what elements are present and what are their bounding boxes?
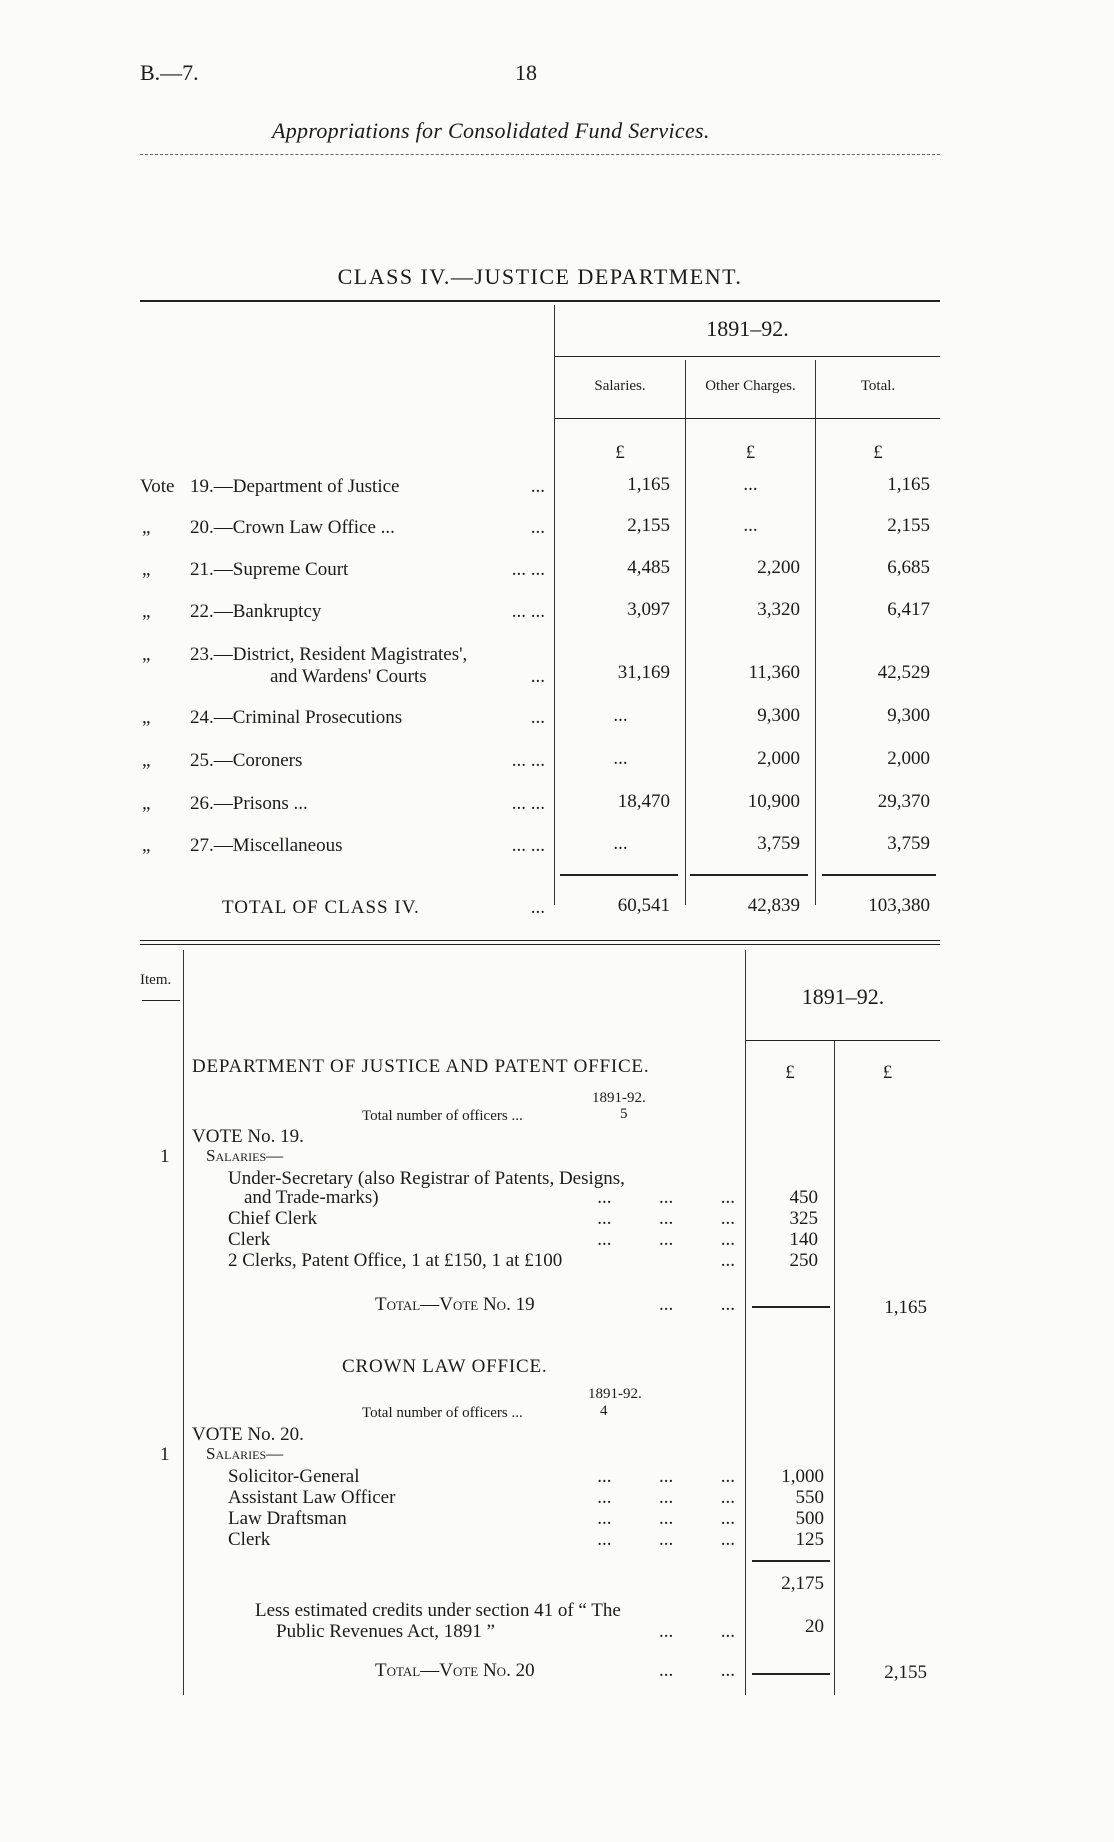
column-header-salaries: Salaries. xyxy=(594,378,646,394)
class-table-divider xyxy=(554,305,555,905)
salary-amount: 500 xyxy=(795,1508,824,1529)
detail-year-rule xyxy=(746,1040,940,1041)
salary-line-text: Assistant Law Officer xyxy=(228,1487,396,1508)
sum-rule-other xyxy=(690,874,808,876)
class-title: CLASS IV.—JUSTICE DEPARTMENT. xyxy=(337,264,743,289)
page-subtitle: Appropriations for Consolidated Fund Services. xyxy=(272,118,710,143)
subtotal-rule xyxy=(752,1673,830,1675)
salary-line-text: Solicitor-General xyxy=(228,1466,360,1487)
detail-year: 1891–92. xyxy=(801,984,885,1009)
class-table-top-rule xyxy=(140,300,940,302)
total-value: 6,417 xyxy=(887,599,930,620)
salaries-label: Salaries— xyxy=(206,1146,284,1165)
vote-label: 22.—Bankruptcy xyxy=(190,601,322,622)
vote-prefix: „ xyxy=(142,517,151,538)
sum-rule-salaries xyxy=(560,874,678,876)
credits-line-continued: Public Revenues Act, 1891 ” xyxy=(276,1621,495,1642)
leader-dots: ... xyxy=(530,666,545,687)
total-value: 3,759 xyxy=(887,833,930,854)
salary-line-text: Clerk xyxy=(228,1229,271,1250)
vote-prefix: „ xyxy=(142,835,151,856)
salary-amount: 1,000 xyxy=(781,1466,824,1487)
vote-prefix: Vote xyxy=(140,476,175,497)
leader-dots: ... ... xyxy=(511,750,545,771)
salaries-value: ... xyxy=(613,705,628,726)
class-table-bottom-rule xyxy=(140,940,940,941)
vote-prefix: „ xyxy=(142,750,151,771)
header-rule xyxy=(140,154,940,155)
leader-dots: ... ... xyxy=(511,601,545,622)
class-table-year-rule xyxy=(555,356,940,357)
leader-dots: ... ... xyxy=(511,793,545,814)
salaries-value: 1,165 xyxy=(627,474,670,495)
leader-dots: ... ... ... xyxy=(597,1229,735,1250)
leader-dots: ... ... ... xyxy=(597,1208,735,1229)
subtotal-rule xyxy=(752,1560,830,1562)
salaries-value: 18,470 xyxy=(617,791,670,812)
other-charges-value: 9,300 xyxy=(757,705,800,726)
vote-label: 23.—District, Resident Magistrates', xyxy=(190,644,468,665)
vote-total-label: Total—Vote No. 19 xyxy=(375,1294,535,1315)
currency-other: £ xyxy=(745,442,756,463)
total-column-divider xyxy=(834,1040,835,1695)
section-title-crown-law: CROWN LAW OFFICE. xyxy=(342,1356,548,1377)
leader-dots: ... ... xyxy=(659,1660,735,1681)
vote-prefix: „ xyxy=(142,644,151,665)
subtotal-rule xyxy=(752,1306,830,1308)
vote-total-amount: 1,165 xyxy=(884,1297,927,1318)
vote-label: 25.—Coroners xyxy=(190,750,303,771)
credits-line: Less estimated credits under section 41 of “ The xyxy=(255,1600,621,1621)
leader-dots: ... ... ... xyxy=(597,1187,735,1208)
item-number: 1 xyxy=(160,1146,170,1167)
vote-label: 19.—Department of Justice xyxy=(190,476,400,497)
total-value: 6,685 xyxy=(887,557,930,578)
leader-dots: ... ... ... xyxy=(597,1529,735,1550)
vote-label-continued: and Wardens' Courts xyxy=(270,666,427,687)
item-header: Item. xyxy=(140,972,172,988)
leader-dots: ... xyxy=(530,517,545,538)
salaries-value: 4,485 xyxy=(627,557,670,578)
vote-prefix: „ xyxy=(142,601,151,622)
leader-dots: ... xyxy=(530,476,545,497)
other-charges-value: ... xyxy=(743,474,758,495)
salary-amount: 125 xyxy=(795,1529,824,1550)
currency-salaries: £ xyxy=(615,442,625,463)
leader-dots: ... ... xyxy=(511,559,545,580)
class-total-salaries: 60,541 xyxy=(617,895,670,916)
officers-year: 1891-92. xyxy=(592,1090,646,1106)
currency-total: £ xyxy=(882,1062,893,1083)
salary-amount: 250 xyxy=(789,1250,818,1271)
leader-dots: ... ... xyxy=(659,1621,735,1642)
class-total-other: 42,839 xyxy=(747,895,800,916)
leader-dots: ... ... xyxy=(511,835,545,856)
currency-amount: £ xyxy=(785,1062,795,1083)
other-charges-value: 3,759 xyxy=(757,833,800,854)
column-header-total: Total. xyxy=(860,378,896,394)
salaries-value: ... xyxy=(613,833,628,854)
vote-label: 24.—Criminal Prosecutions xyxy=(190,707,403,728)
leader-dots: ... ... ... xyxy=(597,1508,735,1529)
total-value: 42,529 xyxy=(877,662,930,683)
total-value: 1,165 xyxy=(887,474,930,495)
salary-line-text: Under-Secretary (also Registrar of Patents, Designs, xyxy=(228,1168,625,1189)
other-charges-value: ... xyxy=(743,515,758,536)
salaries-value: 3,097 xyxy=(627,599,670,620)
class-table-bottom-rule-2 xyxy=(140,944,940,945)
other-charges-value: 11,360 xyxy=(748,662,800,683)
officers-count: 4 xyxy=(600,1403,608,1419)
other-charges-value: 2,200 xyxy=(757,557,800,578)
vote-label: 27.—Miscellaneous xyxy=(190,835,343,856)
item-column-divider xyxy=(183,950,184,1695)
document-reference: B.—7. xyxy=(140,60,199,85)
leader-dots: ... ... ... xyxy=(597,1487,735,1508)
class-table-year: 1891–92. xyxy=(706,316,789,341)
vote-number: VOTE No. 20. xyxy=(192,1424,304,1445)
column-header-other-charges: Other Charges. xyxy=(705,378,796,394)
salaries-label: Salaries— xyxy=(206,1444,284,1463)
vote-prefix: „ xyxy=(142,559,151,580)
leader-dots: ... xyxy=(530,707,545,728)
salary-amount: 140 xyxy=(789,1229,818,1250)
vote-total-label: Total—Vote No. 20 xyxy=(375,1660,535,1681)
leader-dots: ... ... xyxy=(659,1294,735,1315)
officers-label: Total number of officers ... xyxy=(362,1405,523,1421)
officers-count: 5 xyxy=(620,1106,628,1122)
total-value: 9,300 xyxy=(887,705,930,726)
vote-label: 21.—Supreme Court xyxy=(190,559,349,580)
vote-prefix: „ xyxy=(142,793,151,814)
sum-rule-total xyxy=(822,874,936,876)
total-value: 29,370 xyxy=(877,791,930,812)
other-charges-value: 2,000 xyxy=(757,748,800,769)
salary-amount: 550 xyxy=(795,1487,824,1508)
vote-label: 20.—Crown Law Office ... xyxy=(190,517,395,538)
officers-year: 1891-92. xyxy=(588,1386,642,1402)
salary-line-text: Chief Clerk xyxy=(228,1208,318,1229)
total-value: 2,000 xyxy=(887,748,930,769)
item-number: 1 xyxy=(160,1444,170,1465)
salary-line-text: Law Draftsman xyxy=(228,1508,347,1529)
leader-dots: ... xyxy=(720,1250,735,1271)
officers-label: Total number of officers ... xyxy=(362,1108,523,1124)
salaries-value: 31,169 xyxy=(617,662,670,683)
total-value: 2,155 xyxy=(887,515,930,536)
salary-line-text: Clerk xyxy=(228,1529,271,1550)
other-charges-value: 10,900 xyxy=(747,791,800,812)
vote-number: VOTE No. 19. xyxy=(192,1126,304,1147)
salary-amount: 450 xyxy=(789,1187,818,1208)
salary-amount: 325 xyxy=(789,1208,818,1229)
leader-dots: ... ... ... xyxy=(597,1466,735,1487)
salaries-subtotal: 2,175 xyxy=(781,1573,824,1594)
currency-total: £ xyxy=(873,442,883,463)
leader-dots: ... xyxy=(530,897,545,918)
credits-amount: 20 xyxy=(805,1616,824,1637)
vote-prefix: „ xyxy=(142,707,151,728)
page-number: 18 xyxy=(515,60,537,85)
salary-line-text-continued: and Trade-marks) xyxy=(244,1187,379,1208)
vote-total-amount: 2,155 xyxy=(884,1662,927,1683)
other-charges-value: 3,320 xyxy=(757,599,800,620)
salaries-value: 2,155 xyxy=(627,515,670,536)
class-total-label: TOTAL OF CLASS IV. xyxy=(222,897,420,918)
class-total-total: 103,380 xyxy=(868,895,930,916)
item-header-rule xyxy=(142,1000,180,1001)
column-header-rule xyxy=(555,418,940,419)
salaries-value: ... xyxy=(613,748,628,769)
vote-label: 26.—Prisons ... xyxy=(190,793,308,814)
salary-line-text: 2 Clerks, Patent Office, 1 at £150, 1 at £100 xyxy=(228,1250,563,1271)
section-title-justice: DEPARTMENT OF JUSTICE AND PATENT OFFICE. xyxy=(192,1056,650,1077)
